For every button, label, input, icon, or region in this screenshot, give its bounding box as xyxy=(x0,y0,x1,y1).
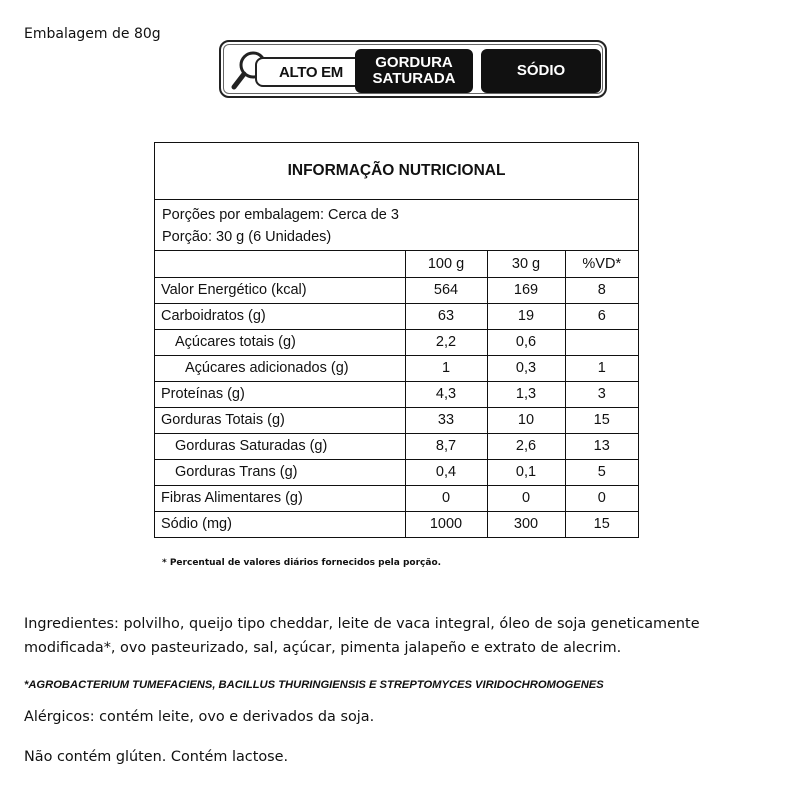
table-row xyxy=(155,511,638,537)
portion-size: Porção: 30 g (6 Unidades) xyxy=(162,229,332,245)
value-30g: 19 xyxy=(487,303,565,329)
value-30g: 1,3 xyxy=(487,381,565,407)
package-size: Embalagem de 80g xyxy=(24,26,161,42)
value-100g: 0 xyxy=(405,485,487,511)
header-row xyxy=(155,251,638,277)
gluten-text: Não contém glúten. Contém lactose. xyxy=(24,749,289,765)
nutrient-name: Gorduras Saturadas (g) xyxy=(155,433,405,459)
value-30g: 0 xyxy=(487,485,565,511)
nutrient-name: Proteínas (g) xyxy=(155,381,405,407)
table-row xyxy=(155,485,638,511)
value-vd: 3 xyxy=(565,381,638,407)
value-100g: 0,4 xyxy=(405,459,487,485)
value-vd: 15 xyxy=(565,511,638,537)
ingredients-line1: Ingredientes: polvilho, queijo tipo cheddar, leite de vaca integral, óleo de soja geneticamente xyxy=(24,616,700,632)
value-vd: 8 xyxy=(565,277,638,303)
table-row xyxy=(155,355,638,381)
value-30g: 0,3 xyxy=(487,355,565,381)
allergens-text: Alérgicos: contém leite, ovo e derivados da soja. xyxy=(24,709,375,725)
table-row xyxy=(155,329,638,355)
value-vd: 15 xyxy=(565,407,638,433)
portions-per-pack: Porções por embalagem: Cerca de 3 xyxy=(162,207,399,223)
value-30g: 10 xyxy=(487,407,565,433)
ingredients-line2: modificada*, ovo pasteurizado, sal, açúcar, pimenta jalapeño e extrato de alecrim. xyxy=(24,640,622,656)
value-100g: 8,7 xyxy=(405,433,487,459)
nutrient-name: Gorduras Trans (g) xyxy=(155,459,405,485)
saturated-fat-line1: GORDURA xyxy=(375,54,453,71)
value-30g: 0,6 xyxy=(487,329,565,355)
nutrient-name: Fibras Alimentares (g) xyxy=(155,485,405,511)
nutrition-table xyxy=(154,142,639,538)
value-vd: 0 xyxy=(565,485,638,511)
header-cell xyxy=(155,251,405,277)
table-row xyxy=(155,433,638,459)
value-100g: 2,2 xyxy=(405,329,487,355)
header-cell: 100 g xyxy=(405,251,487,277)
table-row xyxy=(155,303,638,329)
saturated-fat-line2: SATURADA xyxy=(372,70,456,87)
value-30g: 2,6 xyxy=(487,433,565,459)
value-vd xyxy=(565,329,638,355)
value-vd: 1 xyxy=(565,355,638,381)
table-row xyxy=(155,381,638,407)
nutrition-title: INFORMAÇÃO NUTRICIONAL xyxy=(155,143,638,200)
nutrient-name: Valor Energético (kcal) xyxy=(155,277,405,303)
header-cell: %VD* xyxy=(565,251,638,277)
value-vd: 5 xyxy=(565,459,638,485)
nutrient-name: Açúcares adicionados (g) xyxy=(155,355,405,381)
sodium-label: SÓDIO xyxy=(516,62,566,79)
sodium-warning xyxy=(481,49,601,93)
value-vd: 6 xyxy=(565,303,638,329)
high-in-label: ALTO EM xyxy=(255,57,367,87)
value-30g: 300 xyxy=(487,511,565,537)
value-30g: 169 xyxy=(487,277,565,303)
portion-info xyxy=(155,200,638,251)
table-row xyxy=(155,459,638,485)
nutrient-name: Sódio (mg) xyxy=(155,511,405,537)
table-row xyxy=(155,277,638,303)
value-30g: 0,1 xyxy=(487,459,565,485)
header-cell: 30 g xyxy=(487,251,565,277)
value-100g: 63 xyxy=(405,303,487,329)
nutrient-name: Carboidratos (g) xyxy=(155,303,405,329)
nutrient-name: Açúcares totais (g) xyxy=(155,329,405,355)
nutrient-name: Gorduras Totais (g) xyxy=(155,407,405,433)
value-100g: 564 xyxy=(405,277,487,303)
value-100g: 1000 xyxy=(405,511,487,537)
ingredients-text xyxy=(24,612,784,660)
vd-footnote: * Percentual de valores diários fornecidos pela porção. xyxy=(162,558,442,568)
nutrient-grid xyxy=(155,251,638,537)
table-row xyxy=(155,407,638,433)
value-100g: 4,3 xyxy=(405,381,487,407)
value-100g: 1 xyxy=(405,355,487,381)
value-vd: 13 xyxy=(565,433,638,459)
value-100g: 33 xyxy=(405,407,487,433)
gmo-note: *AGROBACTERIUM TUMEFACIENS, BACILLUS THURINGIENSIS E STREPTOMYCES VIRIDOCHROMOGENES xyxy=(24,679,604,691)
saturated-fat-warning xyxy=(355,49,473,93)
front-warning-label xyxy=(219,40,607,98)
